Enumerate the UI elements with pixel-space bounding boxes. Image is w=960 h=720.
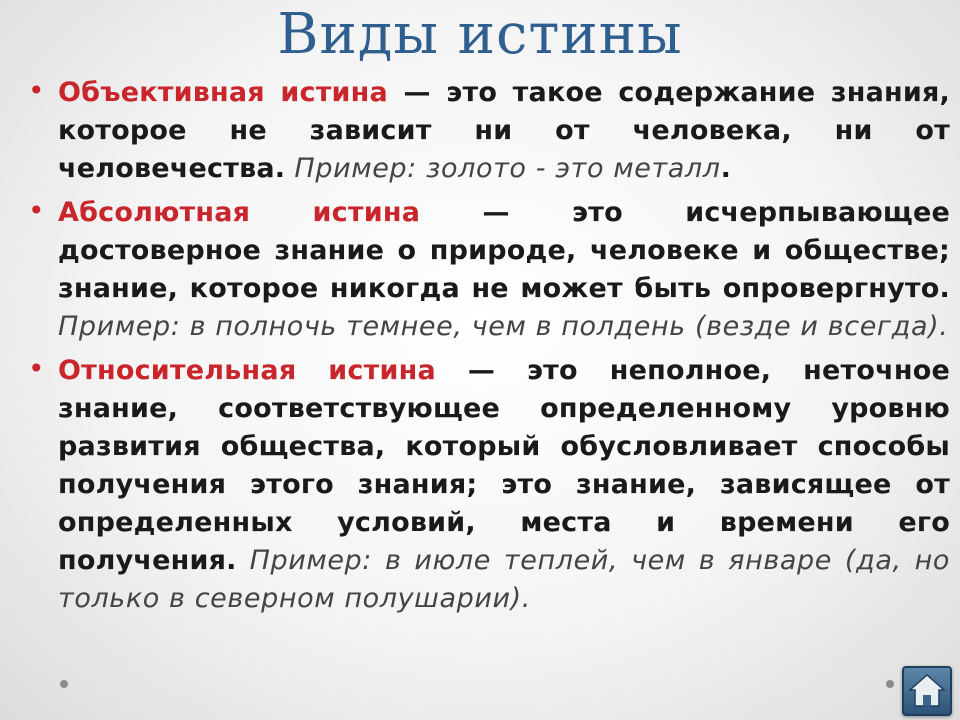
tail: . — [720, 153, 732, 184]
item-text — [58, 74, 950, 188]
empty-bullet-dot — [886, 680, 894, 688]
bullet-marker: • — [28, 194, 45, 227]
bullet-marker: • — [28, 352, 45, 385]
example: Пример: золото - это металл — [285, 153, 721, 184]
slide-title: Виды истины — [277, 2, 683, 67]
list-item — [22, 74, 950, 188]
empty-bullet-dot — [60, 680, 68, 688]
definition: — это такое содержание знания, которое не зависит ни от человека, ни от человечества. — [58, 77, 950, 184]
example: Пример: в полночь темнее, чем в полдень (везде и всегда). — [58, 311, 949, 342]
home-icon — [904, 668, 950, 714]
definition: — это исчерпывающее достоверное знание о природе, человеке и обществе; знание, которое никогда не может быть опровергнуто. — [58, 197, 950, 304]
term: Относительная истина — [58, 355, 436, 386]
list-item — [22, 194, 950, 346]
example: Пример: в июле теплей, чем в январе (да, но только в северном полушарии). — [58, 545, 950, 614]
bullet-list — [22, 74, 950, 624]
item-text — [58, 194, 950, 346]
term: Абсолютная истина — [58, 197, 421, 228]
item-text — [58, 352, 950, 618]
term: Объективная истина — [58, 77, 388, 108]
list-item — [22, 352, 950, 618]
bullet-marker: • — [28, 74, 45, 107]
home-button[interactable] — [902, 666, 952, 716]
definition: — это неполное, неточное знание, соответствующее определенному уровню развития общества, который обусловливает способы получения этого знания; это знание, зависящее от определенных условий, места и времени его получения. — [58, 355, 951, 576]
